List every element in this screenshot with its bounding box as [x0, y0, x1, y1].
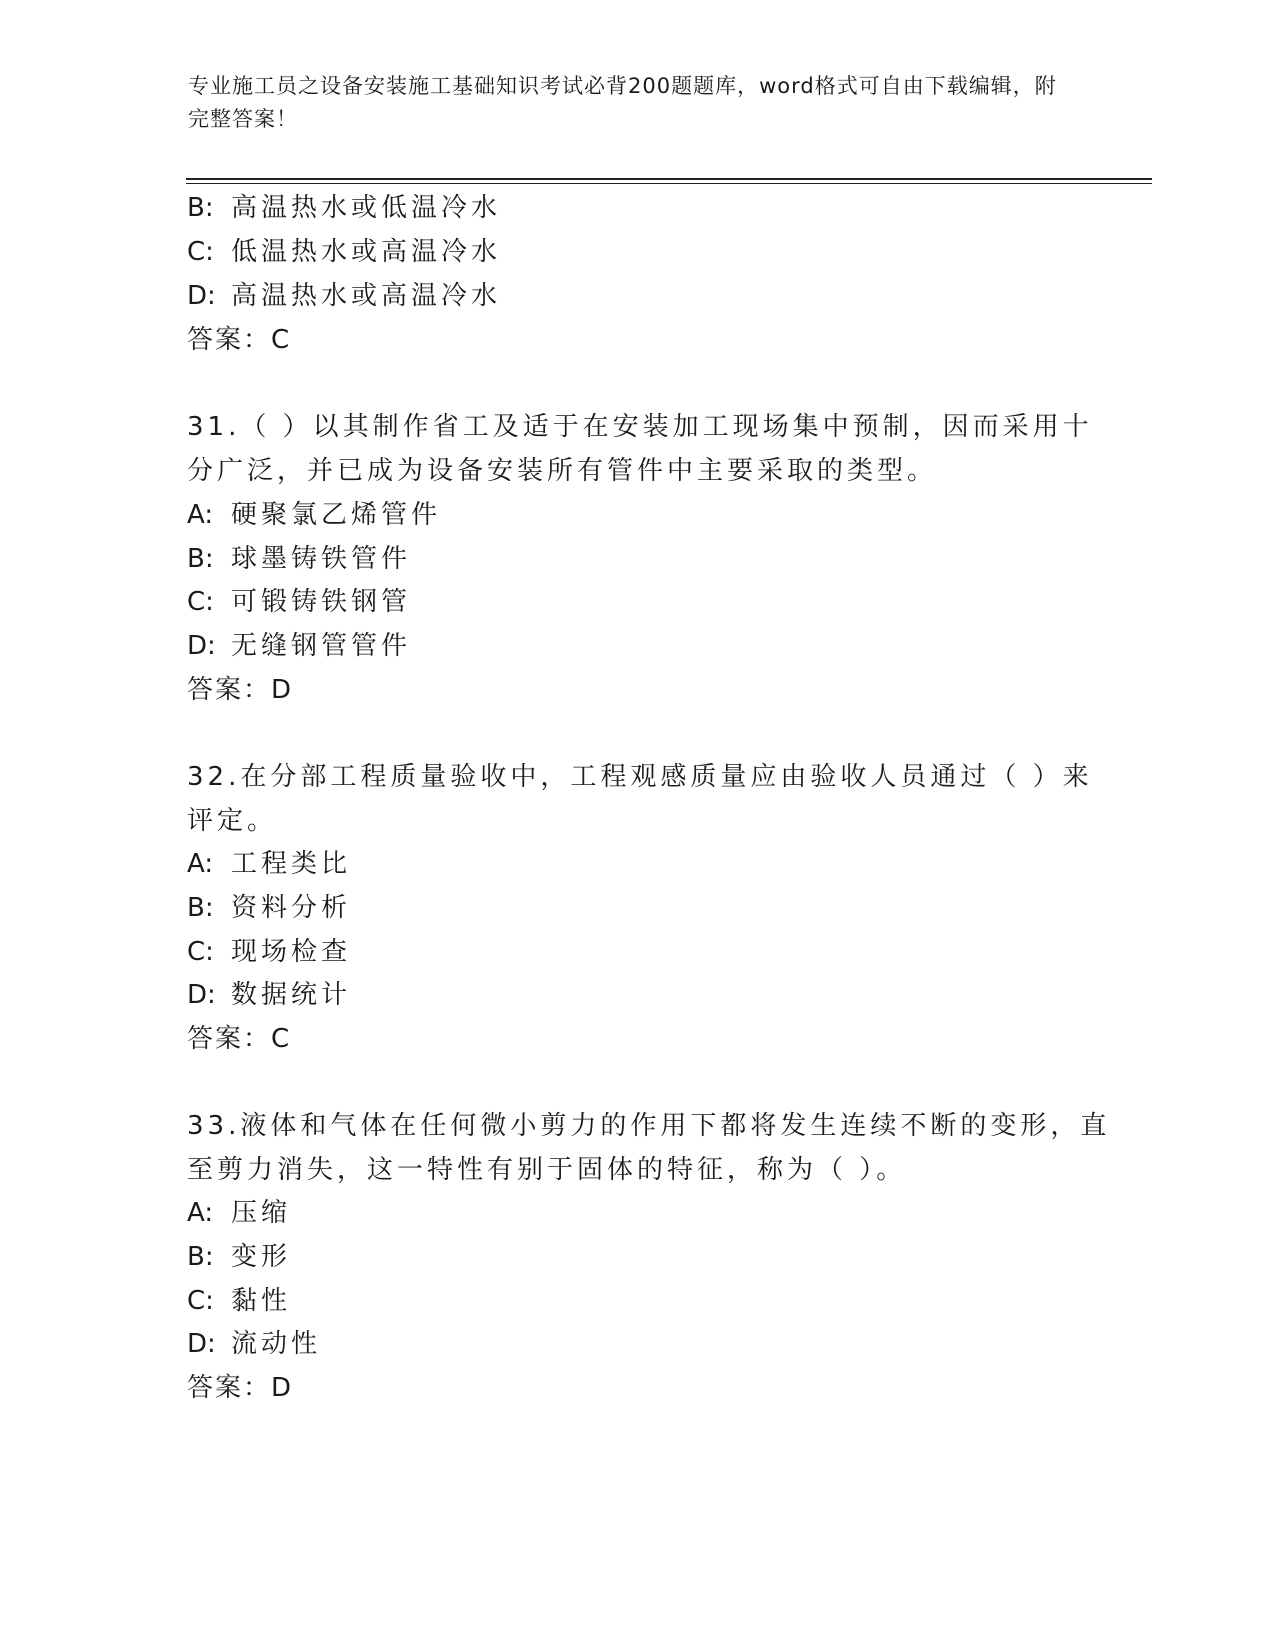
header-rule-thick — [186, 178, 1152, 180]
option-line — [187, 844, 351, 884]
option-letter: C: — [187, 587, 214, 617]
option-letter: D: — [187, 631, 216, 661]
header-rule-thin — [186, 183, 1152, 184]
question-stem-line: 33.液体和气体在任何微小剪力的作用下都将发生连续不断的变形，直 — [187, 1111, 1111, 1141]
option-text: 压缩 — [231, 1198, 292, 1228]
question-stem-line: 31.（ ）以其制作省工及适于在安装加工现场集中预制，因而采用十 — [187, 412, 1093, 442]
option-text: 数据统计 — [231, 980, 352, 1010]
option-letter: B: — [187, 193, 214, 223]
answer-line: 答案：D — [187, 1373, 294, 1403]
option-line — [187, 582, 411, 622]
question-stem-line: 至剪力消失，这一特性有别于固体的特征，称为（ ）。 — [187, 1155, 907, 1185]
option-line — [187, 1237, 291, 1277]
option-letter: A: — [187, 500, 214, 530]
page-header: 专业施工员之设备安装施工基础知识考试必背200题题库，word格式可自由下载编辑，附完整答案！ — [188, 74, 1057, 131]
question-stem-line: 评定。 — [187, 806, 278, 836]
option-text: 黏性 — [231, 1286, 292, 1316]
option-line — [187, 188, 501, 228]
option-letter: D: — [187, 281, 216, 311]
option-text: 资料分析 — [231, 893, 352, 923]
option-text: 无缝钢管管件 — [231, 631, 412, 661]
option-text: 球墨铸铁管件 — [231, 544, 412, 574]
option-line — [187, 539, 411, 579]
option-line — [187, 276, 501, 316]
question-stem-line: 分广泛，并已成为设备安装所有管件中主要采取的类型。 — [187, 456, 938, 486]
option-text: 流动性 — [231, 1329, 322, 1359]
option-text: 工程类比 — [231, 849, 352, 879]
option-letter: A: — [187, 1198, 214, 1228]
option-letter: C: — [187, 1286, 214, 1316]
answer-line: 答案：C — [187, 1024, 292, 1054]
answer-line: 答案：D — [187, 675, 294, 705]
question-stem-line: 32.在分部工程质量验收中，工程观感质量应由验收人员通过（ ）来 — [187, 762, 1093, 792]
option-letter: C: — [187, 237, 214, 267]
answer-line: 答案：C — [187, 325, 292, 355]
option-line — [187, 495, 441, 535]
option-letter: A: — [187, 849, 214, 879]
option-letter: B: — [187, 893, 214, 923]
option-line — [187, 1281, 291, 1321]
option-text: 变形 — [231, 1242, 292, 1272]
option-letter: B: — [187, 544, 214, 574]
option-line — [187, 888, 351, 928]
option-text: 高温热水或高温冷水 — [231, 281, 502, 311]
option-letter: D: — [187, 980, 216, 1010]
option-letter: C: — [187, 937, 214, 967]
option-line — [187, 1193, 291, 1233]
option-text: 可锻铸铁钢管 — [231, 587, 412, 617]
option-letter: D: — [187, 1329, 216, 1359]
option-line — [187, 1324, 321, 1364]
option-letter: B: — [187, 1242, 214, 1272]
option-text: 硬聚氯乙烯管件 — [231, 500, 442, 530]
option-text: 高温热水或低温冷水 — [231, 193, 502, 223]
option-text: 现场检查 — [231, 937, 352, 967]
option-line — [187, 932, 351, 972]
option-line — [187, 626, 411, 666]
option-text: 低温热水或高温冷水 — [231, 237, 502, 267]
option-line — [187, 232, 501, 272]
option-line — [187, 975, 351, 1015]
